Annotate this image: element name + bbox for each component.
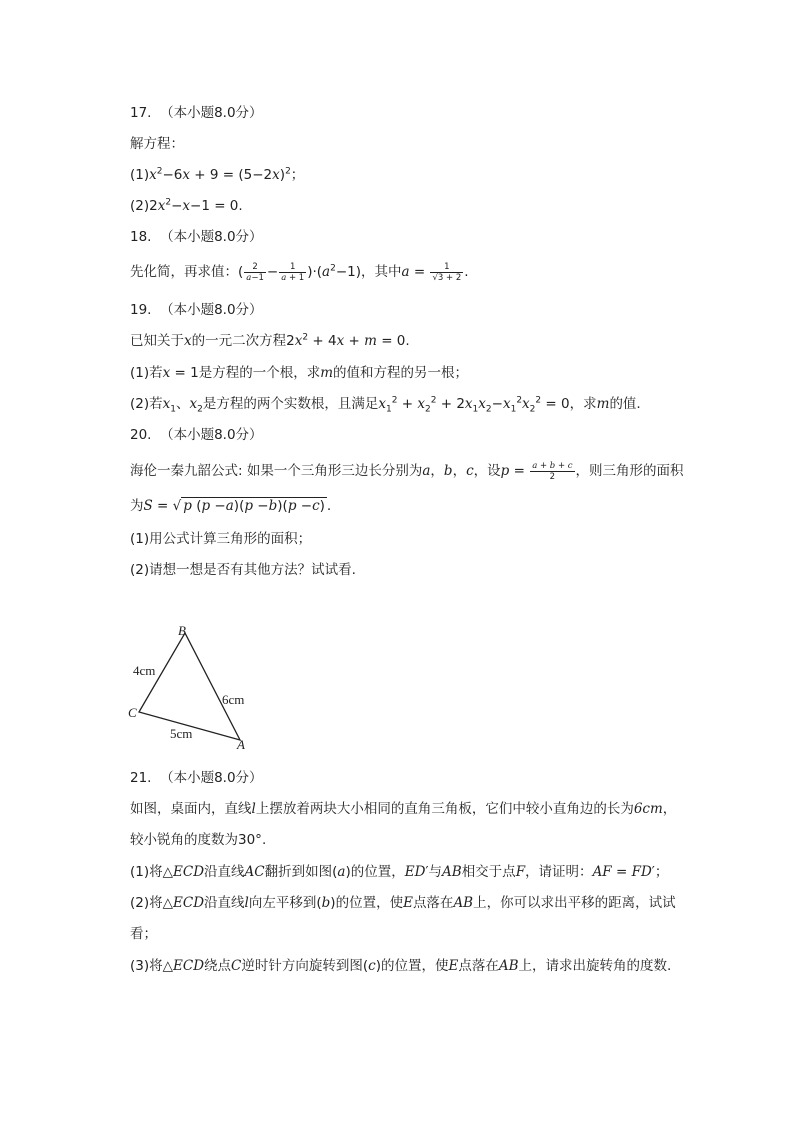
q19-part-2: (2)若$x_1$、$x_2$是方程的两个实数根，且满足$x_1^2 + x_2^2 + 2x_1x_2-x_1^2x_2^2 = 0$，求m的值. (130, 395, 641, 415)
question-score: （本小题8.0分） (160, 105, 263, 121)
vertex-label-b: B (178, 623, 186, 638)
triangle-shape (139, 633, 240, 740)
q21-part-1: (1)将△ECD沿直线AC翻折到如图(a)的位置，ED′与AB相交于点F，请证明：AF = FD′； (130, 864, 669, 880)
side-label-ca: 5cm (170, 726, 193, 741)
q17-equation-1: $(1)x^2-6x + 9 = (5-2x)^2$； (130, 166, 305, 183)
vertex-label-a: A (237, 737, 245, 752)
triangle-figure (120, 618, 260, 754)
q20-stem: 海伦一秦九韶公式: 如果一个三角形三边长分别为a，b，c，设p = $\frac{a + b + c}{2}$ ，则三角形的面积 (130, 460, 684, 482)
q21-stem-2: 较小锐角的度数为30°. (130, 832, 267, 848)
q17-equation-2: $(2)2x^2-x-1 = 0$. (130, 197, 243, 214)
fraction: $\frac{a + b + c}{2}$ (532, 460, 573, 482)
side-label-bc: 4cm (133, 663, 156, 678)
q21-part-2-cont: 看； (130, 926, 157, 942)
q20-part-2: (2)请想一想是否有其他方法？试试看. (130, 562, 356, 578)
q21-part-2: (2)将△ECD沿直线l向左平移到(b)的位置，使E点落在AB上，你可以求出平移的距离，试试 (130, 895, 676, 911)
q21-header: 21. （本小题8.0分） (130, 770, 263, 786)
question-number: 17. (130, 105, 152, 121)
q20-header: 20. （本小题8.0分） (130, 427, 263, 443)
q17-prompt: 解方程： (130, 136, 184, 152)
q19-stem: 已知关于x的一元二次方程$2x^2 + 4x + m = 0$. (130, 332, 410, 349)
q19-part-1: (1)若x = 1是方程的一个根，求m的值和方程的另一根； (130, 365, 469, 381)
q18-prompt: 先化简，再求值：( $\frac{2}{a-1}$ − $\frac{1}{a + 1}$ )$\cdot(a^2-1)$，其中a = $\frac{1}{√3 + 2}$ . (130, 261, 469, 283)
fraction: $\frac{1}{√3 + 2}$ (432, 261, 462, 283)
q20-part-1: (1)用公式计算三角形的面积； (130, 531, 312, 547)
q19-header: 19. （本小题8.0分） (130, 302, 263, 318)
side-label-ba: 6cm (222, 692, 245, 707)
fraction: $\frac{1}{a + 1}$ (281, 261, 305, 283)
q17-header (130, 104, 263, 122)
vertex-label-c: C (128, 705, 137, 720)
q20-formula: 为S = √ p (p −a)(p −b)(p −c) . (130, 498, 332, 514)
q21-stem-1: 如图，桌面内，直线l上摆放着两块大小相同的直角三角板，它们中较小直角边的长为6cm， (130, 801, 677, 817)
q21-part-3: (3)将△ECD绕点C逆时针方向旋转到图(c)的位置，使E点落在AB上，请求出旋转角的度数. (130, 958, 672, 974)
fraction: $\frac{2}{a-1}$ (246, 261, 264, 283)
q18-header: 18. （本小题8.0分） (130, 229, 263, 245)
